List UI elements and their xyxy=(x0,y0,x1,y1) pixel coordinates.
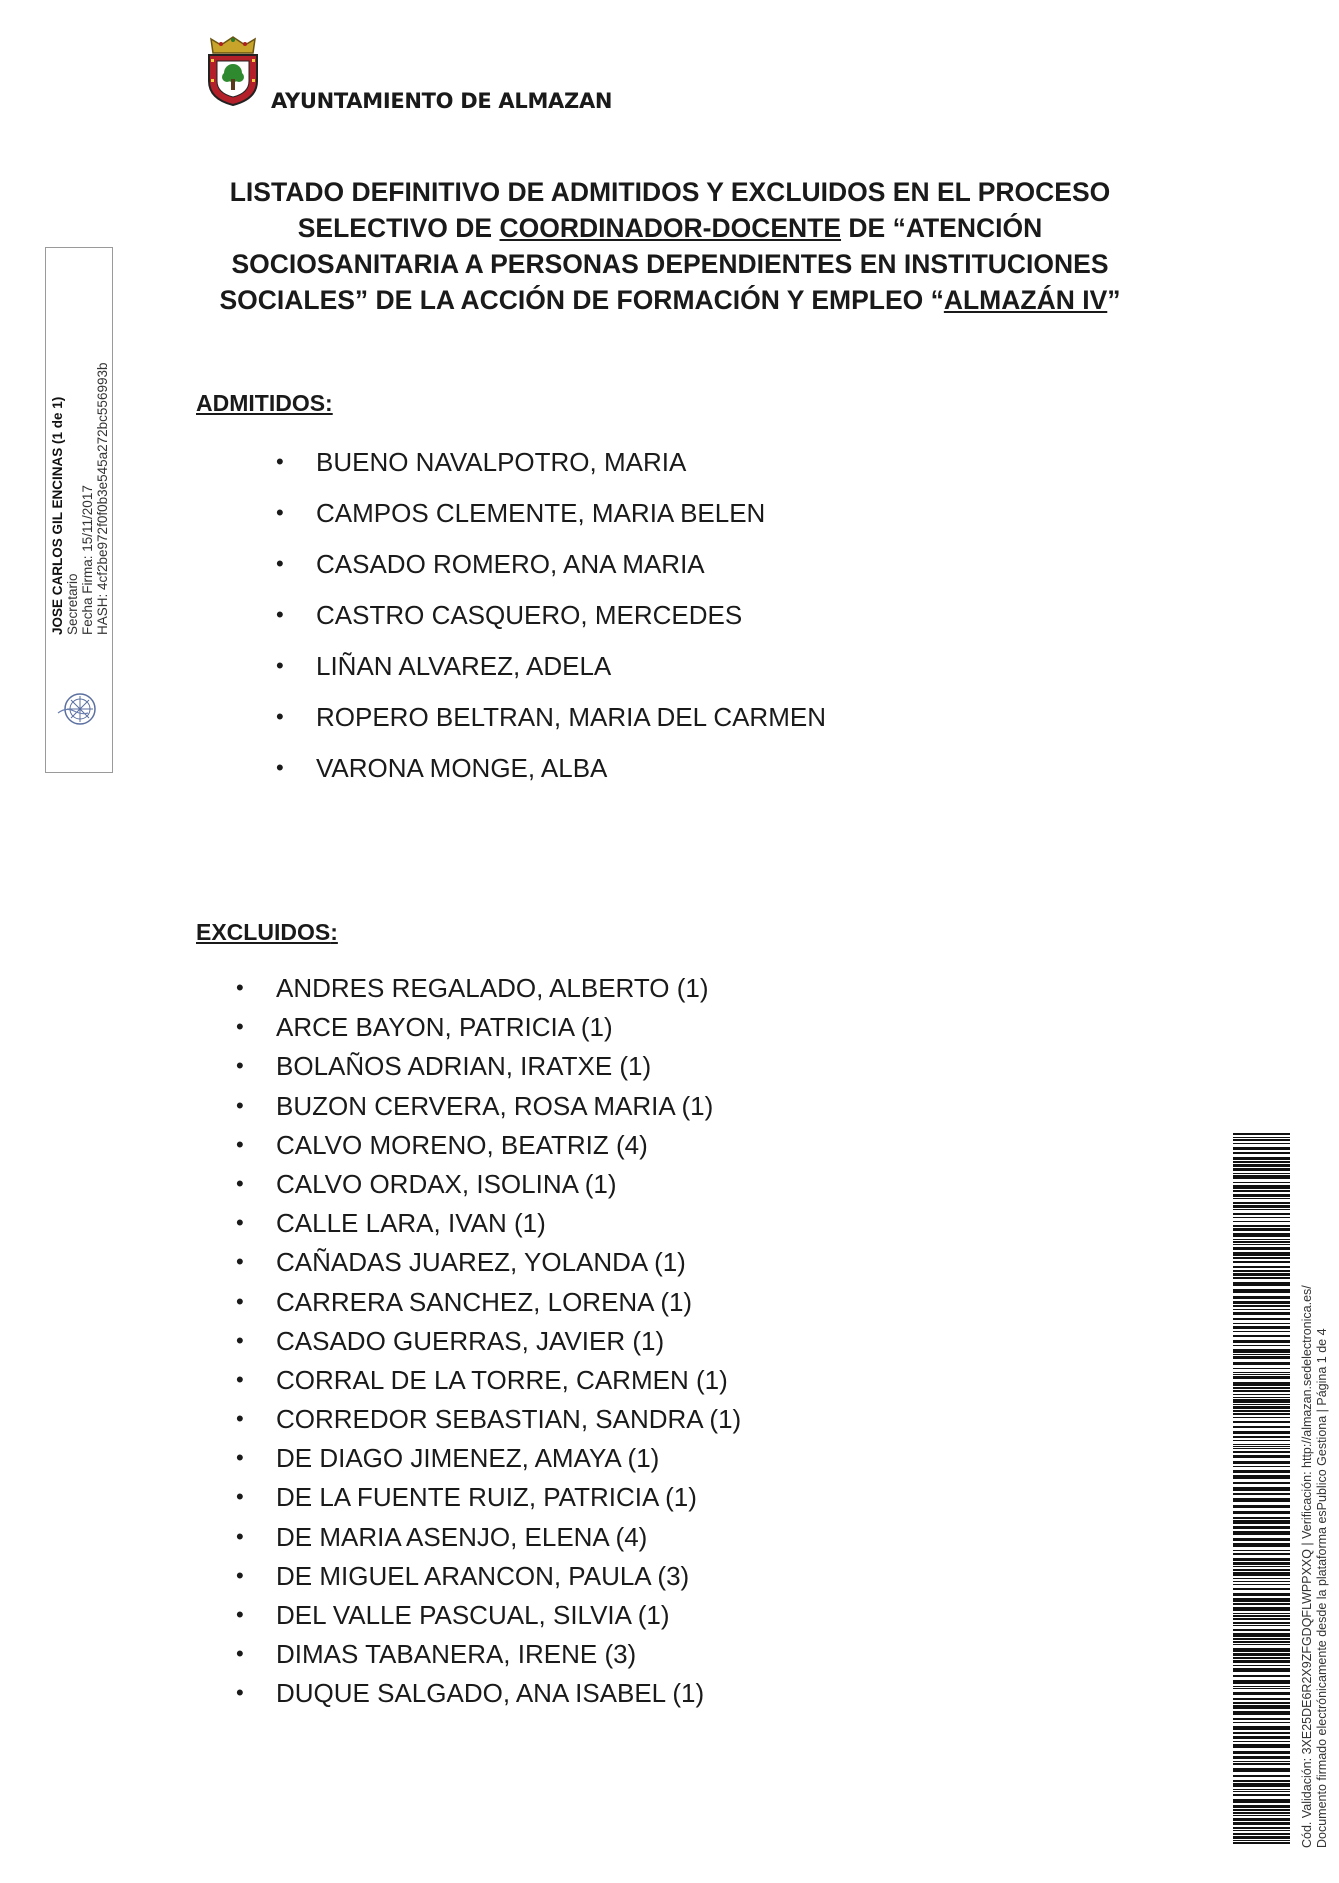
list-item: • DUQUE SALGADO, ANA ISABEL (1) xyxy=(276,1675,741,1714)
position-name: COORDINADOR-DOCENTE xyxy=(499,213,842,243)
title-line-2: SELECTIVO DE COORDINADOR-DOCENTE DE “ATENCIÓN xyxy=(297,213,1043,243)
list-item: • CALLE LARA, IVAN (1) xyxy=(276,1205,741,1244)
list-item: • CORRAL DE LA TORRE, CARMEN (1) xyxy=(276,1362,741,1401)
verification-line-2: Documento firmado electrónicamente desde la plataforma esPublico Gestiona | Página 1 de 4 xyxy=(1315,1328,1329,1848)
admitted-heading: ADMITIDOS: xyxy=(196,390,333,416)
signature-hash: HASH: 4cf2be972f0f0b3e545a272bc556993b xyxy=(95,362,110,635)
admitted-list xyxy=(316,442,826,799)
list-item: • ROPERO BELTRAN, MARIA DEL CARMEN xyxy=(316,697,826,748)
barcode-icon xyxy=(1233,1133,1290,1845)
excluded-heading: EXCLUIDOS: xyxy=(196,919,338,945)
list-item: • LIÑAN ALVAREZ, ADELA xyxy=(316,646,826,697)
list-item: • CASADO ROMERO, ANA MARIA xyxy=(316,544,826,595)
program-name: ALMAZÁN IV xyxy=(943,285,1108,315)
signature-text xyxy=(50,215,110,635)
list-item: • DE MIGUEL ARANCON, PAULA (3) xyxy=(276,1558,741,1597)
list-item: • CASTRO CASQUERO, MERCEDES xyxy=(316,595,826,646)
list-item: • ARCE BAYON, PATRICIA (1) xyxy=(276,1009,741,1048)
list-item: • DIMAS TABANERA, IRENE (3) xyxy=(276,1636,741,1675)
list-item: • BUENO NAVALPOTRO, MARIA xyxy=(316,442,826,493)
signature-date: Fecha Firma: 15/11/2017 xyxy=(80,485,95,635)
list-item: • ANDRES REGALADO, ALBERTO (1) xyxy=(276,970,741,1009)
list-item: • DE DIAGO JIMENEZ, AMAYA (1) xyxy=(276,1440,741,1479)
signature-seal-icon xyxy=(54,683,106,735)
document-title xyxy=(170,174,1170,318)
list-item: • CAÑADAS JUAREZ, YOLANDA (1) xyxy=(276,1244,741,1283)
verification-line-1: Cód. Validación: 3XE25DE6R2X9ZFGDQFLWPPXXQ | Verificación: http://almazan.sedelectronica.es/ xyxy=(1300,1285,1314,1848)
list-item: • CORREDOR SEBASTIAN, SANDRA (1) xyxy=(276,1401,741,1440)
excluded-list xyxy=(276,970,741,1715)
list-item: • CALVO ORDAX, ISOLINA (1) xyxy=(276,1166,741,1205)
list-item: • DE LA FUENTE RUIZ, PATRICIA (1) xyxy=(276,1479,741,1518)
list-item: • CALVO MORENO, BEATRIZ (4) xyxy=(276,1127,741,1166)
list-item: • CARRERA SANCHEZ, LORENA (1) xyxy=(276,1284,741,1323)
list-item: • BOLAÑOS ADRIAN, IRATXE (1) xyxy=(276,1048,741,1087)
list-item: • CASADO GUERRAS, JAVIER (1) xyxy=(276,1323,741,1362)
list-item: • BUZON CERVERA, ROSA MARIA (1) xyxy=(276,1088,741,1127)
list-item: • DE MARIA ASENJO, ELENA (4) xyxy=(276,1519,741,1558)
title-line-3: SOCIOSANITARIA A PERSONAS DEPENDIENTES EN INSTITUCIONES xyxy=(231,249,1109,279)
signer-role: Secretario xyxy=(65,573,80,635)
verification-text xyxy=(1300,1118,1330,1848)
list-item: • CAMPOS CLEMENTE, MARIA BELEN xyxy=(316,493,826,544)
organization-name: AYUNTAMIENTO DE ALMAZAN xyxy=(271,89,613,113)
coat-of-arms-icon xyxy=(197,35,269,107)
list-item: • DEL VALLE PASCUAL, SILVIA (1) xyxy=(276,1597,741,1636)
list-item: • VARONA MONGE, ALBA xyxy=(316,748,826,799)
title-line-1: LISTADO DEFINITIVO DE ADMITIDOS Y EXCLUIDOS EN EL PROCESO xyxy=(229,177,1111,207)
title-line-4: SOCIALES” DE LA ACCIÓN DE FORMACIÓN Y EMPLEO “ALMAZÁN IV” xyxy=(219,285,1121,315)
signer-name: JOSE CARLOS GIL ENCINAS (1 de 1) xyxy=(50,396,65,635)
